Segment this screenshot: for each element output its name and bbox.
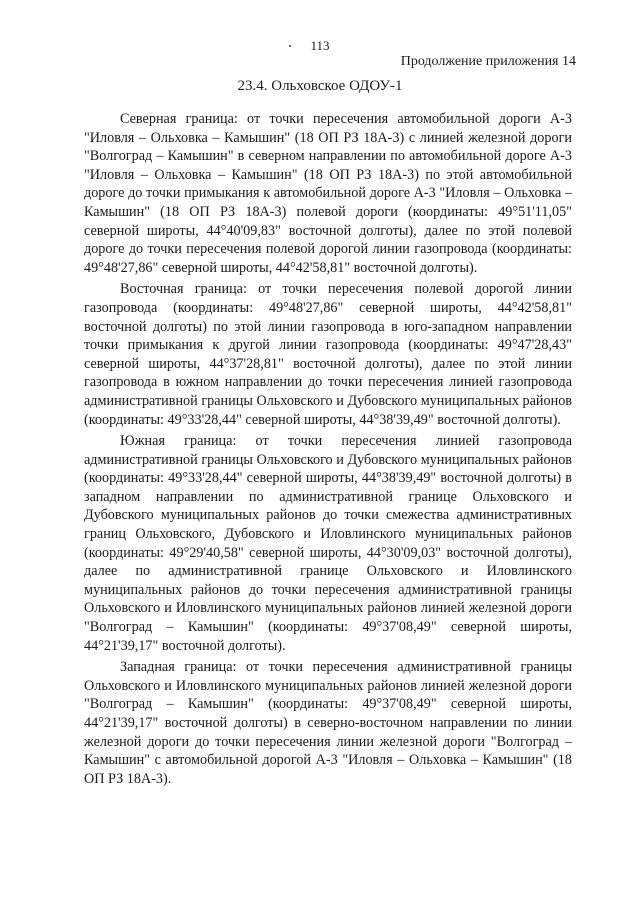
- document-body: [84, 110, 572, 791]
- page-number: 113: [310, 38, 330, 53]
- paragraph-north-boundary: Северная граница: от точки пересечения автомобильной дороги А-3 "Иловля – Ольховка – Камышин" (18 ОП РЗ 18А-3) с линией железной дороги "Волгоград – Камышин" в северном направлении по автомобильной дороге А-3 "Иловля – Ольховка – Камышин" (18 ОП РЗ 18А-3) по этой автомобильной дороге до точки примыкания к автомобильной дороге А-3 "Иловля – Ольховка – Камышин" (18 ОП РЗ 18А-3) полевой дороги (координаты: 49°51'11,05" северной широты, 44°40'09,83" восточной долготы), далее по этой полевой дороге до точки пересечения полевой дорогой линии газопровода (координаты: 49°48'27,86" северной широты, 44°42'58,81" восточной долготы).: [84, 111, 572, 276]
- section-title: 23.4. Ольховское ОДОУ-1: [237, 78, 403, 94]
- paragraph-west-boundary: Западная граница: от точки пересечения административной границы Ольховского и Иловлинского муниципальных районов линией железной дороги "Волгоград – Камышин" (координаты: 49°37'08,49" северной широты, 44°21'39,17" восточной долготы) в северно-восточном направлении по линии железной дороги до точки пересечения линии железной дороги "Волгоград – Камышин" с автомобильной дорогой А-3 "Иловля – Ольховка – Камышин" (18 ОП РЗ 18А-3).: [84, 659, 572, 787]
- paragraph-east-boundary: Восточная граница: от точки пересечения полевой дорогой линии газопровода (координаты: 49°48'27,86" северной широты, 44°42'58,81" восточной долготы) по этой линии газопровода в юго-западном направлении точки примыкания к другой линии газопровода (координаты: 49°47'28,43" северной широты, 44°37'28,81" восточной долготы), далее по этой линии газопровода в южном направлении до точки пересечения линией газопровода административной границы Ольховского и Дубовского муниципальных районов (координаты: 49°33'28,44" северной широты, 44°38'39,49" восточной долготы).: [84, 281, 572, 428]
- appendix-continuation-note: Продолжение приложения 14: [400, 54, 576, 69]
- paragraph-south-boundary: Южная граница: от точки пересечения линией газопровода административной границы Ольховского и Дубовского муниципальных районов (координаты: 49°33'28,44" северной широты, 44°38'39,49" восточной долготы) в западном направлении по административной границе Ольховского и Дубовского муниципальных районов до точки смежества административных границ Ольховского, Дубовского и Иловлинского муниципальных районов (координаты: 49°29'40,58" северной широты, 44°30'09,03" восточной долготы), далее по административной границе Ольховского и Иловлинского муниципальных районов до точки пересечения административной границы Ольховского и Иловлинского муниципальных районов линией железной дороги "Волгоград – Камышин" (координаты: 49°37'08,49" северной широты, 44°21'39,17" восточной долготы).: [84, 433, 572, 654]
